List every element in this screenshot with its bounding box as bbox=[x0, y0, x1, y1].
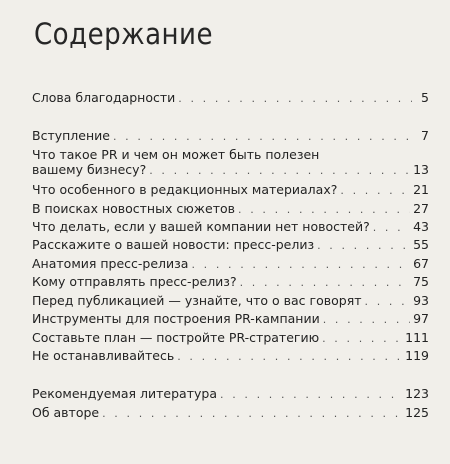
toc-page-number: 43 bbox=[413, 219, 429, 234]
toc-entry-title: вашему бизнесу? bbox=[32, 162, 147, 177]
toc-entry-title: Перед публикацией — узнайте, что о вас говорят bbox=[32, 293, 362, 308]
dot-leader bbox=[373, 221, 410, 234]
toc-entry-press-release[interactable] bbox=[32, 237, 429, 252]
toc-entry-title: Что особенного в редакционных материалах? bbox=[32, 182, 338, 197]
toc-entry-title: Рекомендуемая литература bbox=[32, 386, 217, 401]
dot-leader bbox=[323, 313, 410, 326]
toc-page-number: 75 bbox=[413, 274, 429, 289]
toc-page-number: 21 bbox=[413, 182, 429, 197]
toc-entry-title: Не останавливайтесь bbox=[32, 348, 175, 363]
toc-page-number: 5 bbox=[421, 90, 429, 105]
dot-leader bbox=[102, 407, 402, 420]
dot-leader bbox=[238, 203, 410, 216]
toc-entry-no-news[interactable] bbox=[32, 219, 429, 234]
dot-leader bbox=[191, 258, 410, 271]
toc-page-number: 55 bbox=[413, 237, 429, 252]
toc-entry-title: Составьте план — постройте PR-стратегию bbox=[32, 330, 320, 345]
toc-page-number: 27 bbox=[413, 201, 429, 216]
toc-page-number: 119 bbox=[405, 348, 429, 363]
toc-page-number: 123 bbox=[405, 386, 429, 401]
toc-entry-title: Об авторе bbox=[32, 405, 100, 420]
toc-page-number: 13 bbox=[413, 162, 429, 177]
toc-entry-whom-to-send[interactable] bbox=[32, 274, 429, 289]
toc-entry-about-author[interactable] bbox=[32, 405, 429, 420]
dot-leader bbox=[240, 276, 411, 289]
toc-entry-title: Анатомия пресс-релиза bbox=[32, 256, 189, 271]
toc-entry-what-is-pr[interactable] bbox=[32, 147, 429, 177]
toc-entry-title: В поисках новостных сюжетов bbox=[32, 201, 235, 216]
toc-entry-recommended-reading[interactable] bbox=[32, 386, 429, 401]
toc-entry-title: Что делать, если у вашей компании нет новостей? bbox=[32, 219, 370, 234]
toc-entry-title: Слова благодарности bbox=[32, 90, 176, 105]
toc-entry-news-stories[interactable] bbox=[32, 201, 429, 216]
dot-leader bbox=[177, 350, 402, 363]
toc-entry-title: Инструменты для построения PR-кампании bbox=[32, 311, 320, 326]
toc-page-number: 7 bbox=[421, 128, 429, 143]
dot-leader bbox=[322, 332, 402, 345]
toc-page-number: 93 bbox=[413, 293, 429, 308]
toc-entry-title: Расскажите о вашей новости: пресс-релиз bbox=[32, 237, 315, 252]
toc-page-number: 97 bbox=[413, 311, 429, 326]
toc-entry-editorial-materials[interactable] bbox=[32, 182, 429, 197]
toc-page-number: 125 bbox=[405, 405, 429, 420]
dot-leader bbox=[149, 164, 410, 177]
toc-entry-before-publication[interactable] bbox=[32, 293, 429, 308]
dot-leader bbox=[317, 239, 410, 252]
toc-entry-pr-strategy[interactable] bbox=[32, 330, 429, 345]
dot-leader bbox=[365, 295, 411, 308]
dot-leader bbox=[178, 92, 412, 105]
toc-entry-pr-tools[interactable] bbox=[32, 311, 429, 326]
dot-leader bbox=[340, 184, 410, 197]
page-title: Содержание bbox=[34, 17, 213, 51]
toc-entry-acknowledgements[interactable] bbox=[32, 90, 429, 105]
toc-entry-introduction[interactable] bbox=[32, 128, 429, 143]
toc-entry-dont-stop[interactable] bbox=[32, 348, 429, 363]
toc-entry-title: Кому отправлять пресс-релиз? bbox=[32, 274, 237, 289]
dot-leader bbox=[220, 388, 402, 401]
toc-entry-title-line-1: Что такое PR и чем он может быть полезен bbox=[32, 147, 320, 162]
toc-entry-anatomy[interactable] bbox=[32, 256, 429, 271]
toc-page-number: 111 bbox=[405, 330, 429, 345]
toc-entry-title: Вступление bbox=[32, 128, 110, 143]
dot-leader bbox=[113, 130, 412, 143]
toc-page-number: 67 bbox=[413, 256, 429, 271]
